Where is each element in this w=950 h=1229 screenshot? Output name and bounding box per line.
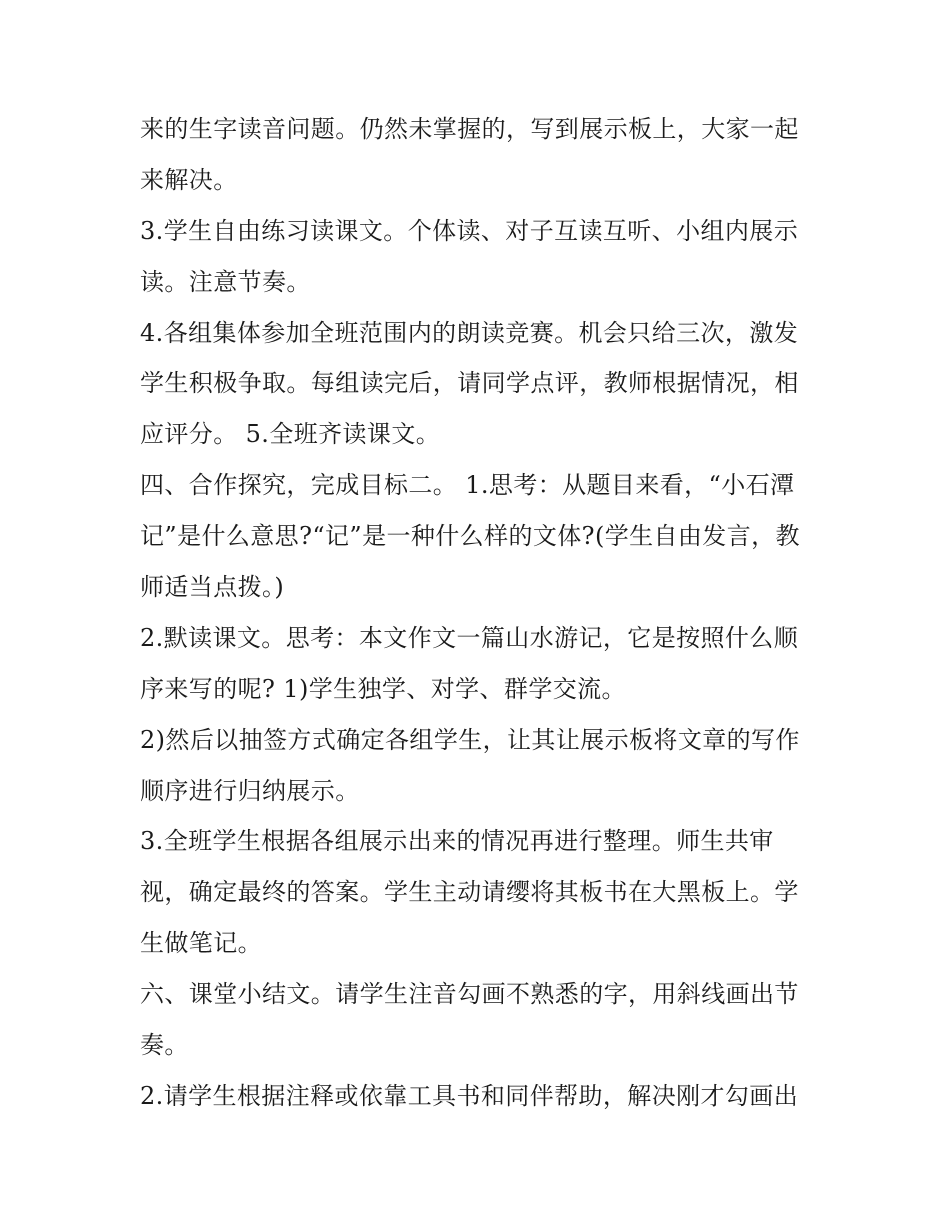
text-line: 3.全班学生根据各组展示出来的情况再进行整理。师生共审 (140, 827, 774, 856)
text-line: 视，确定最终的答案。学生主动请缨将其板书在大黑板上。学 (140, 878, 799, 907)
text-line: 师适当点拨。) (140, 573, 285, 602)
text-line: 记”是什么意思?“记”是一种什么样的文体?(学生自由发言，教 (140, 522, 800, 551)
text-line: 生做笔记。 (140, 929, 262, 958)
text-line: 2.请学生根据注释或依靠工具书和同伴帮助，解决刚才勾画出 (140, 1081, 799, 1110)
text-line: 4.各组集体参加全班范围内的朗读竞赛。机会只给三次，激发 (140, 318, 799, 347)
text-line: 读。注意节奏。 (140, 267, 311, 296)
text-line: 3.学生自由练习读课文。个体读、对子互读互听、小组内展示 (140, 216, 799, 245)
text-line: 序来写的呢? 1)学生独学、对学、群学交流。 (140, 674, 626, 703)
text-line: 来解决。 (140, 165, 238, 194)
text-line: 四、合作探究，完成目标二。 1.思考：从题目来看，“小石潭 (140, 471, 795, 500)
text-line: 奏。 (140, 1031, 189, 1060)
text-line: 2)然后以抽签方式确定各组学生，让其让展示板将文章的写作 (140, 725, 800, 754)
text-line: 六、课堂小结文。请学生注音勾画不熟悉的字，用斜线画出节 (140, 980, 799, 1009)
text-line: 来的生字读音问题。仍然未掌握的，写到展示板上，大家一起 (140, 115, 799, 143)
text-line: 学生积极争取。每组读完后，请同学点评，教师根据情况，相 (140, 369, 799, 398)
text-line: 应评分。 5.全班齐读课文。 (140, 420, 441, 449)
document-body (140, 104, 830, 1122)
text-line: 2.默读课文。思考：本文作文一篇山水游记，它是按照什么顺 (140, 623, 799, 652)
text-line: 顺序进行归纳展示。 (140, 776, 360, 805)
